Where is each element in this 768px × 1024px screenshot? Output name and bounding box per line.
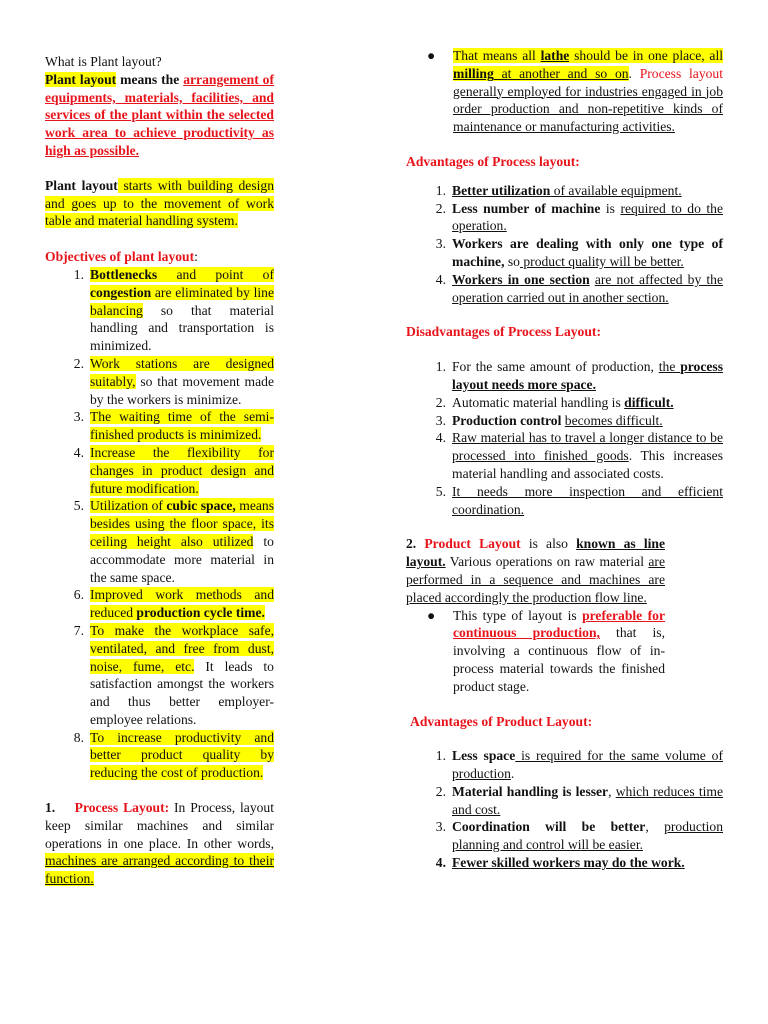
dis-process-item: 5. It needs more inspection and efficient coordination. [435,483,723,517]
bullet-item: ● That means all lathe should be in one place, all milling at another and so on. Process layout generally employed for industries engaged in job order production and non-repetitive kinds of maintenance or manufacturing activities. [427,48,724,135]
bullet-dot-icon: ● [427,607,436,623]
product-layout-paragraph: 2. Product Layout is also known as line layout. Various operations on raw material are performed in a sequence and machines are placed accordingly the production flow line. [406,536,665,605]
adv-product-item: 2. Material handling is lesser, which reduces time and cost. [435,783,723,817]
process-bullet-list [406,47,723,136]
adv-process-heading: Advantages of Process layout: [406,153,580,169]
adv-process-item: 1. Better utilization of available equipment. [435,182,682,198]
objective-item: 2. Work stations are designed suitably, so that movement made by the workers is minimize. [73,355,274,407]
adv-process-item: 4. Workers in one section are not affected by the operation carried out in another section. [435,271,723,305]
objective-item: 8. To increase productivity and better product quality by reducing the cost of production. [73,729,274,781]
definition-paragraph: Plant layout means the arrangement of equipments, materials, facilities, and services of the plant within the selected work area to achieve productivity as high as possible. [45,71,275,158]
adv-product-list [406,747,723,872]
dis-process-heading: Disadvantages of Process Layout: [406,324,601,340]
objective-item: 5. Utilization of cubic space, means besides using the floor space, its ceiling height also utilized to accommodate more material in the same space. [73,498,274,585]
dis-process-item: 4. Raw material has to travel a longer distance to be processed into finished goods. This increases material handling and associated costs. [435,430,724,481]
adv-process-item: 2. Less number of machine is required to do the operation. [435,200,723,234]
adv-product-heading: Advantages of Product Layout: [410,713,593,729]
objectives-heading: Objectives of plant layout: [45,249,198,265]
question-heading: What is Plant layout? [45,54,162,69]
adv-process-item: 3. Workers are dealing with only one type of machine, so product quality will be better. [435,236,723,269]
bullet-item: ● This type of layout is preferable for continuous production, that is, involving a continuous flow of in-process material towards the finished product stage. [427,607,666,694]
objective-item: 7. To make the workplace safe, ventilated, and free from dust, noise, fume, etc. It leads to satisfaction amongst the workers and thus better employer-employee relations. [73,622,274,727]
adv-process-list [406,182,723,307]
adv-product-item: 3. Coordination will be better, production planning and control will be easier. [435,819,724,853]
objective-item: 1. Bottlenecks and point of congestion are eliminated by line balancing so that material handling and transportation is minimized. [73,266,274,354]
dis-process-item: 1. For the same amount of production, the process layout needs more space. [435,359,723,392]
adv-product-item: 4. Fewer skilled workers may do the work. [435,855,685,871]
dis-process-list [406,358,723,518]
objective-item: 4. Increase the flexibility for changes in product design and future modification. [73,444,274,496]
product-bullet-list [406,607,665,696]
dis-process-item: 3. Production control becomes difficult. [435,412,663,428]
right-column [406,0,723,872]
left-column [45,0,274,888]
process-layout-paragraph: 1. Process Layout: In Process, layout keep similar machines and similar operations in one place. In other words, machines are arranged according to their function. [45,800,274,887]
dis-process-item: 2. Automatic material handling is difficult. [435,394,674,410]
bullet-dot-icon: ● [427,48,436,63]
starts-paragraph: Plant layout starts with building design and goes up to the movement of work table and material handling system. [45,177,274,229]
adv-product-item: 1. Less space is required for the same volume of production. [435,748,723,782]
objective-item: 3. The waiting time of the semi-finished products is minimized. [73,409,274,443]
objectives-list [45,266,274,782]
objective-item: 6. Improved work methods and reduced production cycle time. [73,587,274,621]
